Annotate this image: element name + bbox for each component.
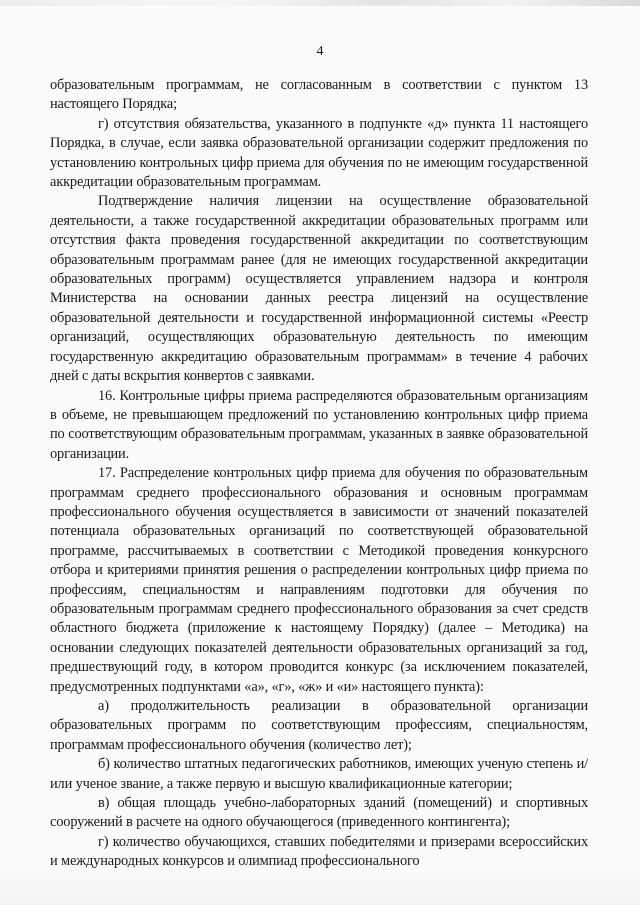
paragraph-item-g: г) отсутствия обязательства, указанного в подпункте «д» пункта 11 настоящего Порядка, в случае, если заявка образовательной организации содержит предложения по установлению контрольных цифр приема для обучения по не имеющим государственной аккредитации образовательным программам. (50, 115, 588, 191)
document-body (50, 76, 588, 872)
paragraph-continuation: образовательным программам, не согласованным в соответствии с пунктом 13 настоящего Порядка; (50, 77, 588, 113)
paragraph-16: 16. Контрольные цифры приема распределяются образовательным организациям в объеме, не превышающем предложений по установлению контрольных цифр приема по соответствующим образовательным программам, указанных в заявке образовательной организации. (50, 387, 588, 462)
paragraph-17: 17. Распределение контрольных цифр приема для обучения по образовательным программам среднего профессионального образования и основным программам профессионального обучения осуществляется в зависимости от значений показателей потенциала образовательных организаций по соответствующей образовательной программе, рассчитываемых в соответствии с Методикой проведения конкурсного отбора и критериями принятия решения о распределении контрольных цифр приема по профессиям, специальностям и направлениям подготовки для обучения по образовательным программам среднего профессионального образования за счет средств областного бюджета (приложение к настоящему Порядку) (далее – Методика) на основании следующих показателей деятельности образовательных организаций за год, предшествующий году, в котором проводится конкурс (за исключением показателей, предусмотренных подпунктами «а», «г», «ж» и «и» настоящего пункта): (50, 465, 588, 695)
paragraph-license-confirmation: Подтверждение наличия лицензии на осуществление образовательной деятельности, а также государственной аккредитации образовательных программ или отсутствия факта проведения государственной аккредитации по соответствующим образовательным программам ранее (для не имеющих государственной аккредитации образовательных программ) осуществляется управлением надзора и контроля Министерства на основании данных реестра лицензий на осуществление образовательной деятельности и государственной информационной системы «Реестр организаций, осуществляющих образовательную деятельность по имеющим государственную аккредитацию образовательным программам» в течение 4 рабочих дней с даты вскрытия конвертов с заявками. (50, 193, 588, 385)
scan-edge-bottom (0, 871, 640, 905)
paragraph-item-v: в) общая площадь учебно-лабораторных зданий (помещений) и спортивных сооружений в расчете на одного обучающегося (приведенного контингента); (50, 795, 588, 831)
page-number: 4 (316, 44, 324, 59)
paragraph-item-g2: г) количество обучающихся, ставших победителями и призерами всероссийских и международных конкурсов и олимпиад профессионального (50, 833, 588, 870)
paragraph-item-b: б) количество штатных педагогических работников, имеющих ученую степень и/или ученое звание, а также первую и высшую квалификационные категории; (50, 756, 588, 792)
scan-edge-top (0, 0, 640, 6)
paragraph-item-a: а) продолжительность реализации в образовательной организации образовательных программ по соответствующим профессиям, специальностям, программам профессионального обучения (количество лет); (50, 698, 588, 753)
